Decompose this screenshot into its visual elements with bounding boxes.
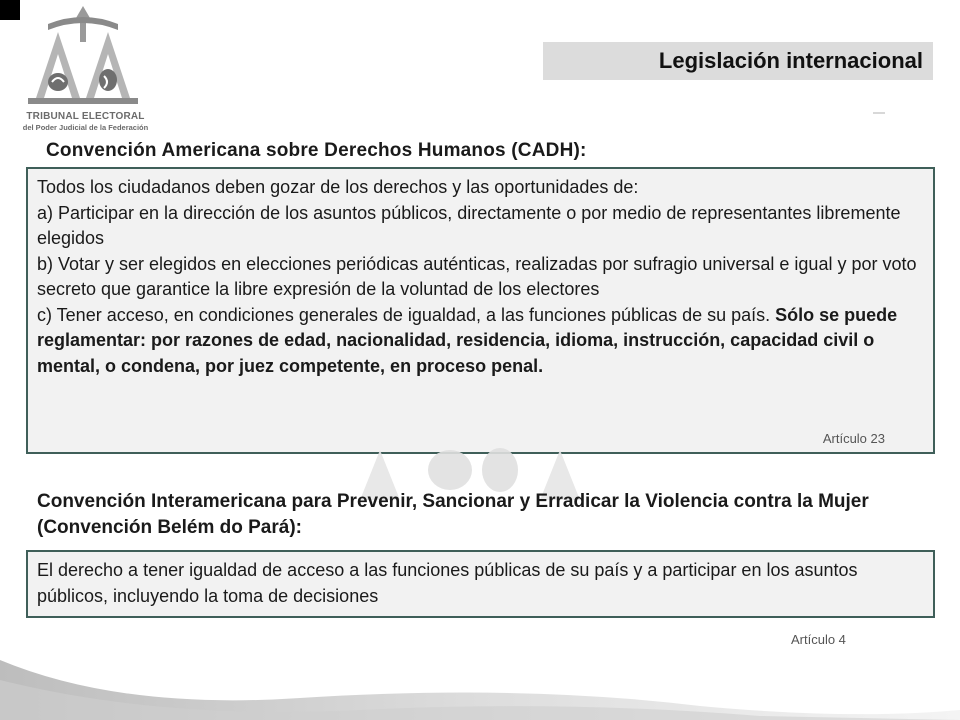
divider (873, 112, 885, 114)
section1-article-ref: Artículo 23 (822, 431, 885, 446)
section1-title: Convención Americana sobre Derechos Humanos (CADH): (46, 140, 587, 161)
section2-text: El derecho a tener igualdad de acceso a las funciones públicas de su país y a participar en los asuntos públicos, incluyendo la toma de decisiones (37, 560, 858, 606)
section1-intro: Todos los ciudadanos deben gozar de los derechos y las oportunidades de: (37, 177, 639, 197)
section1-item-b: b) Votar y ser elegidos en elecciones periódicas auténticas, realizadas por sufragio universal e igual y por voto secreto que garantice la libre expresión de la voluntad de los electores (37, 253, 917, 299)
page-title: Legislación internacional (543, 42, 933, 80)
section1-item-c (37, 303, 923, 380)
logo-title: TRIBUNAL ELECTORAL (26, 111, 145, 122)
scales-emblem-icon (28, 2, 138, 110)
logo-subtitle: del Poder Judicial de la Federación (22, 123, 149, 132)
section2-article-ref: Artículo 4 (791, 632, 846, 647)
section1-item-a: a) Participar en la dirección de los asuntos públicos, directamente o por medio de representantes libremente elegidos (37, 202, 901, 248)
section1-item-c-bold: Sólo se puede reglamentar: por razones de edad, nacionalidad, residencia, idioma, instrucción, capacidad civil o mental, o condena, por juez competente, en proceso penal. (37, 304, 898, 376)
section1-text-box (26, 167, 935, 454)
section1-item-c-text: c) Tener acceso, en condiciones generales de igualdad, a las funciones públicas de su país. (37, 304, 771, 325)
bottom-wave-decoration (0, 640, 960, 720)
corner-marker (0, 0, 20, 20)
tribunal-electoral-logo (18, 2, 148, 137)
section2-title: Convención Interamericana para Prevenir, Sancionar y Erradicar la Violencia contra la Mujer (Convención Belém do Pará): (37, 491, 869, 538)
section2-text-box (26, 550, 935, 618)
